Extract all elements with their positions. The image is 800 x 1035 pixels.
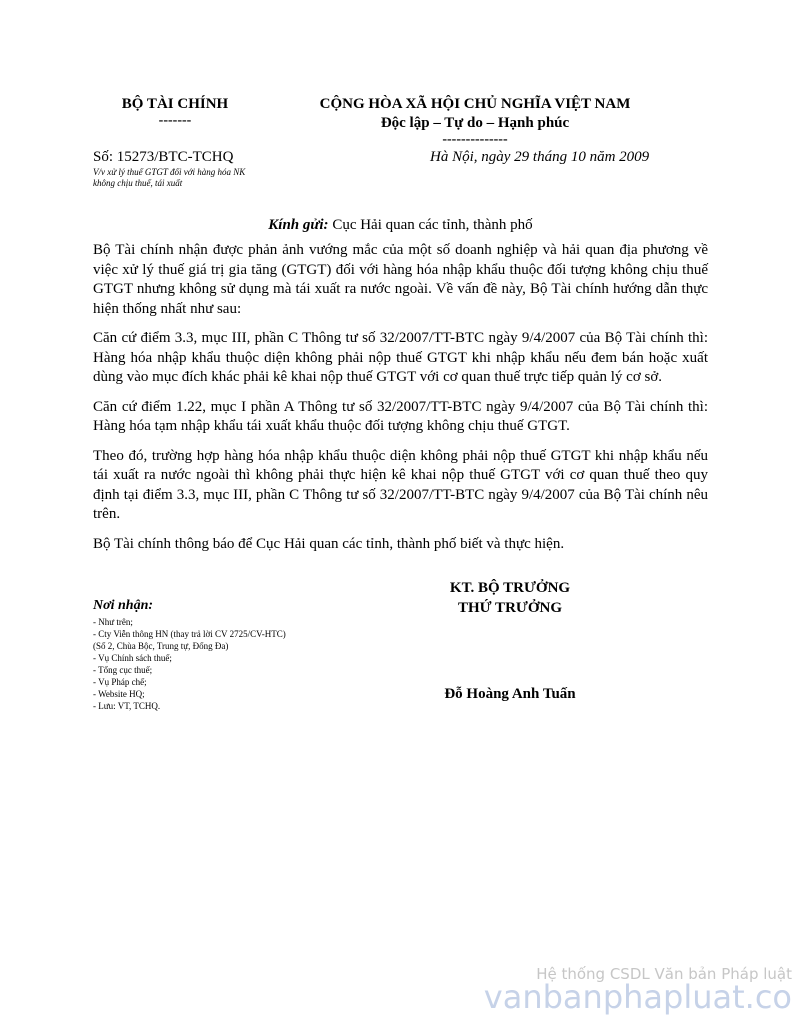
greeting-label: Kính gửi: — [268, 217, 329, 233]
recipients-block — [93, 598, 286, 712]
document-body — [93, 241, 708, 564]
signer-name: Đỗ Hoàng Anh Tuấn — [444, 686, 576, 702]
document-number: Số: 15273/BTC-TCHQ — [93, 149, 234, 165]
body-paragraph: Theo đó, trường hợp hàng hóa nhập khẩu thuộc diện không phải nộp thuế GTGT khi nhập khẩu nếu tái xuất ra nước ngoài thì không phải thực hiện kê khai nộp thuế GTGT với cơ quan thuế theo quy định tại điểm 3.3, mục III, phần C Thông tư số 32/2007/TT-BTC ngày 9/4/2007 của Bộ Tài chính nêu trên. — [93, 447, 708, 522]
recipient-item: - Lưu: VT, TCHQ. — [93, 701, 161, 711]
motto-divider: -------------- — [442, 132, 508, 147]
subject-line: V/v xử lý thuế GTGT đối với hàng hóa NK — [93, 167, 246, 177]
recipient-item: - Vụ Chính sách thuế; — [93, 653, 172, 663]
recipient-item: - Website HQ; — [93, 689, 145, 699]
greeting — [93, 217, 708, 234]
recipient-item: - Vụ Pháp chế; — [93, 677, 147, 687]
recipient-item: - Như trên; — [93, 617, 133, 627]
national-header — [290, 96, 660, 147]
issuer-divider: ------- — [158, 113, 192, 128]
signer-title-line: THỨ TRƯỞNG — [457, 600, 563, 616]
greeting-recipient: Cục Hải quan các tỉnh, thành phố — [328, 217, 533, 233]
nation-title: CỘNG HÒA XÃ HỘI CHỦ NGHĨA VIỆT NAM — [319, 96, 631, 112]
body-paragraph: Căn cứ điểm 3.3, mục III, phần C Thông tư số 32/2007/TT-BTC ngày 9/4/2007 của Bộ Tài chính thì: Hàng hóa nhập khẩu thuộc diện không phải nộp thuế GTGT khi nhập khẩu nếu đem bán hoặc xuất dùng vào mục đích khác phải kê khai nộp thuế GTGT với cơ quan thuế trực tiếp quản lý cơ sở. — [93, 330, 708, 385]
recipients-title: Nơi nhận: — [93, 598, 154, 613]
signer-title — [400, 578, 620, 618]
recipient-item: - Tổng cục thuế; — [93, 665, 153, 675]
watermark-site: vanbanphapluat.co — [483, 978, 792, 1016]
recipient-item: - Cty Viễn thông HN (thay trả lời CV 2725/CV-HTC) — [93, 629, 286, 639]
recipients-list — [93, 616, 286, 712]
subject-line: không chịu thuế, tái xuất — [93, 178, 183, 188]
body-paragraph: Căn cứ điểm 1.22, mục I phần A Thông tư số 32/2007/TT-BTC ngày 9/4/2007 của Bộ Tài chính thì: Hàng hóa tạm nhập khẩu tái xuất khẩu thuộc đối tượng không chịu thuế GTGT. — [93, 398, 708, 434]
recipient-item: (Số 2, Chùa Bộc, Trung tự, Đống Đa) — [93, 641, 229, 651]
body-paragraph: Bộ Tài chính nhận được phản ảnh vướng mắc của một số doanh nghiệp và hải quan địa phương về việc xử lý thuế giá trị gia tăng (GTGT) đối với hàng hóa nhập khẩu thuộc đối tượng không chịu thuế GTGT nhưng không sử dụng mà tái xuất ra nước ngoài. Về vấn đề này, Bộ Tài chính hướng dẫn thực hiện thống nhất như sau: — [93, 242, 708, 317]
issuer-block — [100, 96, 250, 129]
motto: Độc lập – Tự do – Hạnh phúc — [380, 115, 570, 131]
document-subject — [93, 167, 303, 189]
issuer-name: BỘ TÀI CHÍNH — [121, 96, 229, 112]
signer-title-line: KT. BỘ TRƯỞNG — [449, 580, 571, 596]
body-paragraph: Bộ Tài chính thông báo để Cục Hải quan các tỉnh, thành phố biết và thực hiện. — [93, 535, 565, 552]
watermark-caption: Hệ thống CSDL Văn bản Pháp luật — [536, 965, 792, 983]
issue-date: Hà Nội, ngày 29 tháng 10 năm 2009 — [430, 149, 650, 165]
